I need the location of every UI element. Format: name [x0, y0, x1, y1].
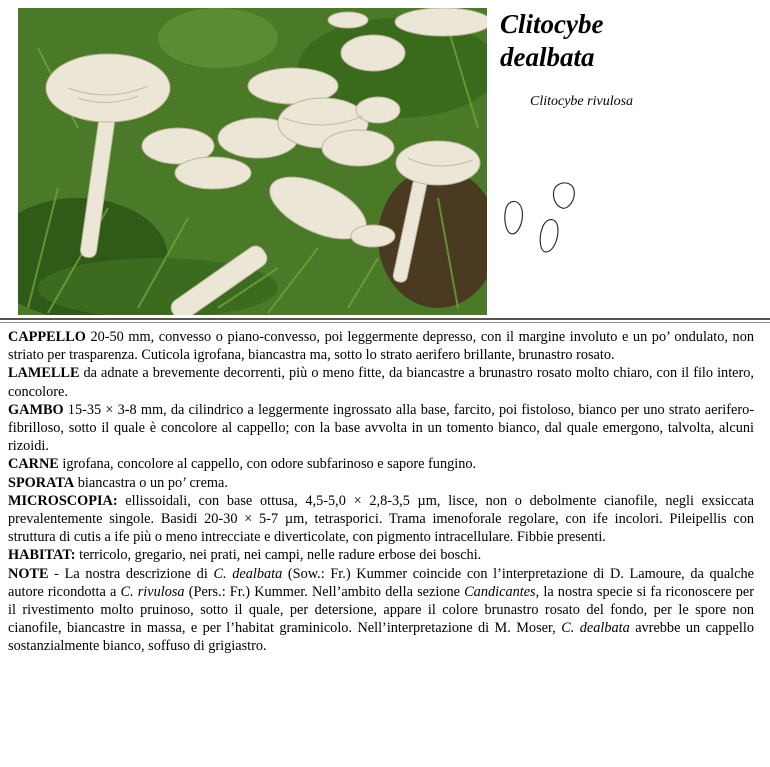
microscopia-label: MICROSCOPIA:	[8, 492, 118, 509]
cappello-label: CAPPELLO	[8, 329, 86, 345]
cappello-text: 20-50 mm, convesso o piano-convesso, poi leggermente depresso, con il margine involuto e un po’ ondulato, non striato per trasparenza. Cuticola igrofana, biancastra ma, sotto lo strato aerifero brillante, brunastro rosato.	[8, 329, 754, 364]
note-species-1: C. dealbata	[213, 565, 283, 582]
lamelle-text: da adnate a brevemente decorrenti, più o meno fitte, da biancastre a brunastro rosato molto chiaro, con il filo intero, concolore.	[8, 365, 754, 400]
carne-label: CARNE	[8, 456, 59, 473]
title-genus: Clitocybe	[500, 9, 604, 39]
note-text-1: - La nostra descrizione di	[48, 565, 214, 582]
spore-drawing	[498, 178, 588, 258]
gambo-label: GAMBO	[8, 401, 64, 418]
section-gambo	[8, 401, 754, 456]
note-text-2: (Sow.: Fr.) Kummer coincide con l’interpretazione di D. Lamoure, da qualche autore ricondotta a	[8, 565, 754, 600]
habitat-text: terricolo, gregario, nei prati, nei campi, nelle radure erbose dei boschi.	[75, 547, 482, 564]
section-microscopia	[8, 492, 754, 547]
spore-1	[553, 183, 574, 208]
note-species-3: C. dealbata	[561, 620, 630, 637]
spore-3	[540, 220, 558, 252]
gambo-text: 15-35 × 3-8 mm, da cilindrico a leggermente ingrossato alla base, farcito, poi fistoloso, bianco per uno strato aerifero-fibrilloso, sotto il quale è concolore al cappello; con la base avvolta in un tomento bianco, dal quale emergono, talvolta, alcuni rizoidi.	[8, 401, 754, 455]
microscopia-text: ellissoidali, con base ottusa, 4,5-5,0 × 2,8-3,5 µm, lisce, non o debolmente cianofile, negli exsiccata prevalentemente singole. Basidi 20-30 × 5-7 µm, tetrasporici. Trama imenoforale regolare, con ife incolori. Pileipellis con struttura di cutis a ife più o meno intrecciate e diverticolate, con pigmento intracellulare. Fibbie presenti.	[8, 492, 754, 546]
mushroom-photo	[18, 8, 487, 315]
note-text-4: la nostra specie si fa riconoscere per il rivestimento molto pruinoso, sotto il quale, per detersione, appare il colore brunastro rosato del fondo, per le spore non cianofile, biancastre in massa, e per l’habitat graminicolo. Nell’interpretazione di M. Moser,	[8, 583, 754, 637]
sporata-text: biancastra o un po’ crema.	[74, 474, 228, 491]
habitat-label: HABITAT:	[8, 547, 76, 564]
section-habitat	[8, 546, 754, 564]
note-section-name: Candicantes,	[464, 583, 540, 600]
divider-thick	[0, 318, 770, 320]
note-text-5: avrebbe un cappello sostanzialmente bianco, soffuso di grigiastro.	[8, 620, 754, 655]
divider-thin	[0, 322, 770, 323]
carne-text: igrofana, concolore al cappello, con odore subfarinoso e sapore fungino.	[58, 456, 477, 473]
section-lamelle	[8, 364, 754, 400]
sporata-label: SPORATA	[8, 474, 75, 491]
synonym-label: Clitocybe rivulosa	[530, 94, 634, 109]
note-label: NOTE	[8, 565, 49, 582]
title-epithet: dealbata	[500, 42, 595, 72]
section-sporata	[8, 474, 754, 492]
note-species-2: C. rivulosa	[120, 583, 185, 600]
species-title	[500, 8, 760, 74]
section-cappello	[8, 328, 754, 364]
lamelle-label: LAMELLE	[8, 365, 80, 382]
spore-2	[505, 201, 523, 234]
section-note	[8, 565, 754, 656]
note-text-3: (Pers.: Fr.) Kummer. Nell’ambito della sezione	[184, 583, 465, 600]
description-block	[8, 328, 754, 656]
section-carne	[8, 455, 754, 473]
